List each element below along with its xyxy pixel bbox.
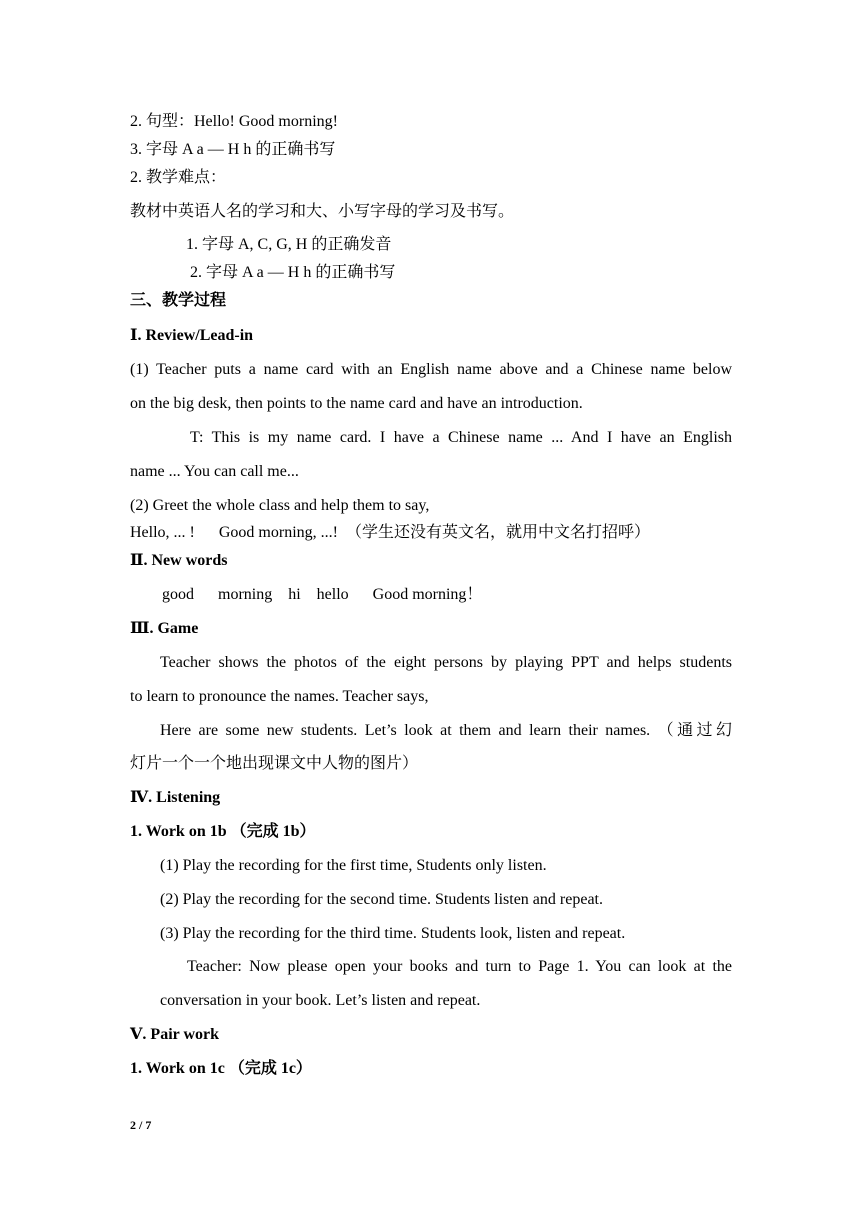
text-line: 教材中英语人名的学习和大、小写字母的学习及书写。	[130, 203, 515, 220]
paragraph-line: Hello, ... ! Good morning, ...! （学生还没有英文名，就用中文名打招呼）	[130, 524, 650, 541]
section-heading: 三、教学过程	[130, 292, 227, 309]
section-heading: Ⅰ. Review/Lead-in	[130, 327, 254, 344]
paragraph-line: (1) Teacher puts a name card with an English name above and a Chinese name below	[130, 361, 732, 378]
text-line: 2. 句型：Hello! Good morning!	[130, 113, 338, 130]
sub-heading: 1. Work on 1b （完成 1b）	[130, 823, 316, 840]
text-line: 2. 字母 A a — H h 的正确书写	[190, 264, 396, 281]
section-heading: Ⅱ. New words	[130, 552, 228, 569]
paragraph-line: name ... You can call me...	[130, 463, 299, 480]
paragraph-line: 灯片一个一个地出现课文中人物的图片）	[130, 755, 419, 772]
step-line: (1) Play the recording for the first time, Students only listen.	[160, 857, 547, 874]
paragraph-line: (2) Greet the whole class and help them to say,	[130, 497, 430, 514]
paragraph-line: Teacher: Now please open your books and turn to Page 1. You can look at the	[187, 958, 732, 975]
section-heading: Ⅳ. Listening	[130, 789, 221, 806]
sub-heading: 1. Work on 1c （完成 1c）	[130, 1060, 312, 1077]
step-line: (3) Play the recording for the third time. Students look, listen and repeat.	[160, 925, 626, 942]
step-line: (2) Play the recording for the second time. Students listen and repeat.	[160, 891, 603, 908]
section-heading: Ⅴ. Pair work	[130, 1026, 219, 1043]
paragraph-line: to learn to pronounce the names. Teacher says,	[130, 688, 429, 705]
section-heading: Ⅲ. Game	[130, 620, 199, 637]
paragraph-line: T: This is my name card. I have a Chinese name ... And I have an English	[190, 429, 732, 446]
page-number: 2 / 7	[130, 1118, 152, 1132]
paragraph-line: Here are some new students. Let’s look at them and learn their names. （通过幻	[160, 722, 732, 739]
word-list: good morning hi hello Good morning！	[162, 586, 483, 603]
text-line: 3. 字母 A a — H h 的正确书写	[130, 141, 336, 158]
paragraph-line: Teacher shows the photos of the eight persons by playing PPT and helps students	[160, 654, 732, 671]
text-line: 1. 字母 A, C, G, H 的正确发音	[186, 236, 392, 253]
paragraph-line: conversation in your book. Let’s listen and repeat.	[160, 992, 481, 1009]
text-line: 2. 教学难点：	[130, 169, 227, 186]
paragraph-line: on the big desk, then points to the name card and have an introduction.	[130, 395, 583, 412]
